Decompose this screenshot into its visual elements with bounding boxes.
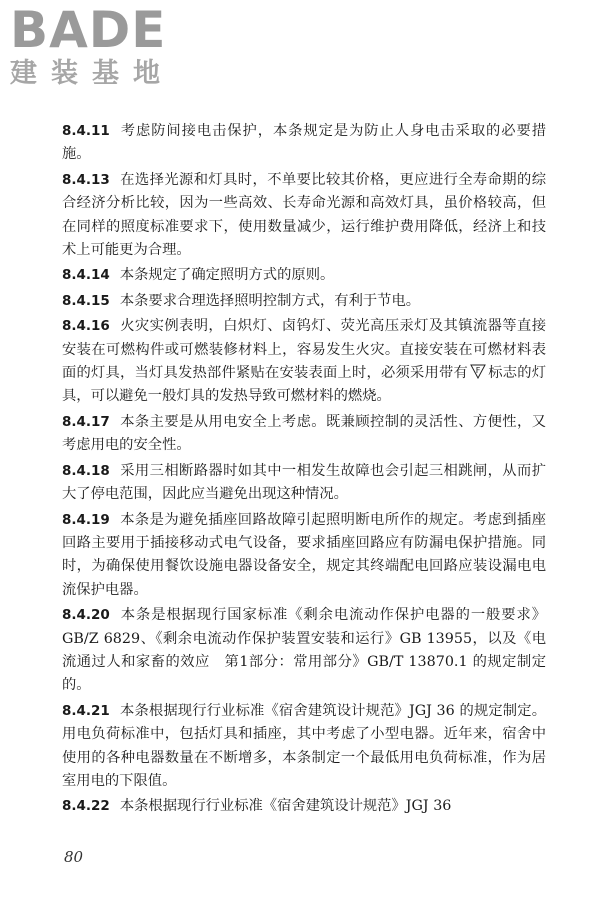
clause-text: 本条是根据现行国家标准《剩余电流动作保护电器的一般要求》GB/Z 6829、《剩余电流动作保护装置安装和运行》GB 13955，以及《电流通过人和家畜的效应 第1部分：常用部分》GB/T 13870.1 的规定制定的。 bbox=[62, 607, 546, 694]
clause-number: 8.4.16 bbox=[62, 318, 110, 335]
clause-text: 本条根据现行行业标准《宿舍建筑设计规范》JGJ 36 bbox=[119, 798, 452, 815]
clause-number: 8.4.13 bbox=[62, 171, 110, 188]
logo-mark: BADE bbox=[10, 1, 167, 59]
clause-8-4-13 bbox=[62, 169, 546, 263]
clause-number: 8.4.18 bbox=[62, 462, 110, 479]
clause-8-4-21 bbox=[62, 700, 546, 794]
clause-number: 8.4.14 bbox=[62, 267, 110, 284]
fire-safety-f-mark-icon bbox=[470, 364, 486, 379]
clause-number: 8.4.21 bbox=[62, 702, 110, 719]
clause-text-continued: 标志的灯具，可以避免一般灯具的发热导致可燃材料的燃烧。 bbox=[62, 365, 546, 405]
clause-8-4-14 bbox=[62, 264, 546, 287]
clause-8-4-19 bbox=[62, 509, 546, 603]
page-number: 80 bbox=[64, 848, 84, 866]
clause-number: 8.4.11 bbox=[62, 123, 110, 139]
clause-text: 本条是为避免插座回路故障引起照明断电所作的规定。考虑到插座回路主要用于插接移动式电气设备，要求插座回路应有防漏电保护措施。同时，为确保使用餐饮设施电器设备安全，规定其终端配电回路应装设漏电电流保护电器。 bbox=[62, 511, 546, 598]
clause-number: 8.4.22 bbox=[62, 798, 110, 815]
clause-text: 本条要求合理选择照明控制方式，有利于节电。 bbox=[119, 292, 421, 309]
clause-8-4-15 bbox=[62, 290, 546, 313]
clause-number: 8.4.19 bbox=[62, 511, 110, 528]
clause-text: 本条主要是从用电安全上考虑。既兼顾控制的灵活性、方便性，又考虑用电的安全性。 bbox=[62, 413, 546, 454]
clause-number: 8.4.20 bbox=[62, 607, 110, 624]
logo-subtitle: 建装基地 bbox=[10, 58, 174, 89]
fire-safety-f-mark-label: F bbox=[475, 366, 481, 376]
clause-number: 8.4.17 bbox=[62, 413, 110, 430]
clause-8-4-18 bbox=[62, 460, 546, 507]
clause-number: 8.4.15 bbox=[62, 292, 110, 309]
document-body bbox=[62, 120, 546, 819]
clause-8-4-11 bbox=[62, 120, 546, 167]
clause-text: 本条规定了确定照明方式的原则。 bbox=[119, 267, 335, 284]
clause-text: 本条根据现行行业标准《宿舍建筑设计规范》JGJ 36 的规定制定。用电负荷标准中，包括灯具和插座，其中考虑了小型电器。近年来，宿舍中使用的各种电器数量在不断增多，本条制定一个最低用电负荷标准，作为居室用电的下限值。 bbox=[62, 702, 546, 789]
clause-text: 考虑防间接电击保护，本条规定是为防止人身电击采取的必要措施。 bbox=[62, 123, 546, 163]
clause-8-4-20 bbox=[62, 604, 546, 698]
bade-logo bbox=[10, 1, 174, 90]
clause-8-4-17 bbox=[62, 411, 546, 458]
clause-text: 在选择光源和灯具时，不单要比较其价格，更应进行全寿命期的综合经济分析比较，因为一些高效、长寿命光源和高效灯具，虽价格较高，但在同样的照度标准要求下，使用数量减少，运行维护费用降低，经济上和技术上可能更为合理。 bbox=[62, 171, 546, 259]
clause-8-4-16 bbox=[62, 315, 546, 409]
clause-8-4-22 bbox=[62, 795, 546, 818]
clause-text: 采用三相断路器时如其中一相发生故障也会引起三相跳闸，从而扩大了停电范围，因此应当避免出现这种情况。 bbox=[62, 462, 546, 503]
clause-text: 火灾实例表明，白炽灯、卤钨灯、荧光高压汞灯及其镇流器等直接安装在可燃构件或可燃装修材料上，容易发生火灾。直接安装在可燃材料表面的灯具，当灯具发热部件紧贴在安装表面上时，必须采用带有 bbox=[62, 318, 546, 382]
